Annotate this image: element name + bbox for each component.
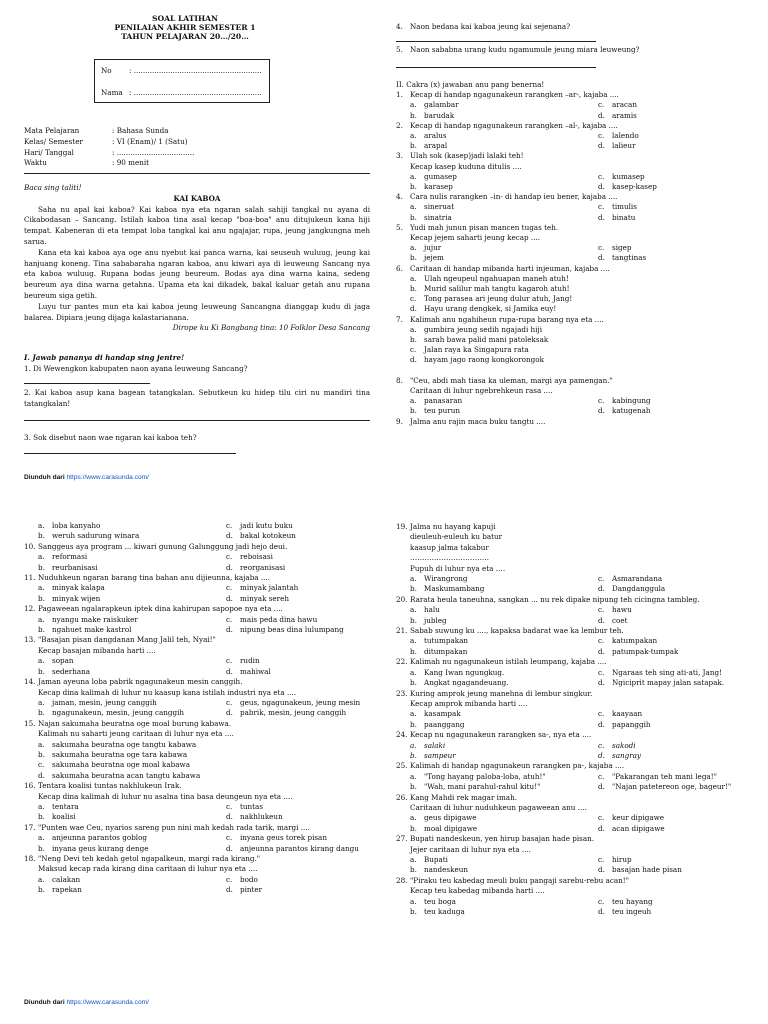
subject-info	[24, 126, 364, 169]
exam-title-1: SOAL LATIHAN	[151, 14, 218, 23]
mc-question: 24. Kecap nu ngagunakeun rarangken sa-, nya eta ....	[396, 730, 592, 740]
reading-title: KAI KABOA	[173, 193, 221, 203]
mc-options: b. inyana geus kurang denge d. anjeunna parantos kirang dangu	[38, 843, 359, 853]
mc-question-line: Kecap dina kalimah di luhur nu asalna tina basa deungeun nya eta ....	[38, 791, 293, 801]
mc-options: a. Bupati c. hirup	[410, 855, 632, 864]
mc-question-line: Jejer caritaan di luhur nya eta ....	[410, 844, 531, 854]
mc-option[interactable]: d. hayam jago raong kongkorongok	[410, 355, 544, 365]
mc-options: b. Maskumambang d. Dangdanggula	[410, 584, 666, 594]
mc-question: 23. Kuring amprok jeung manehna di lembur singkur.	[396, 688, 593, 698]
multiple-choice-bottom-right	[396, 522, 746, 917]
mc-question: 7. Kalimah anu ngahiheun rupa-rupa barang nya eta ....	[396, 314, 604, 324]
mc-question: 8. "Ceu, abdi mah tiasa ka uleman, margi aya pamengan."	[396, 375, 613, 385]
mc-options: a. jaman, mesin, jeung canggih c. geus, ngagunakeun, jeung mesin	[38, 697, 361, 707]
mc-options: b. ditumpakan d. patumpak-tumpak	[410, 646, 679, 656]
no-label: No	[101, 66, 112, 75]
essay-question: 4. Naon bedana kai kaboa jeung kai sejenana?	[396, 22, 571, 31]
mc-option[interactable]: c. Tong parasea ari jeung dulur atuh, Jang!	[410, 294, 573, 304]
mc-question-line: Maksud kecap rada kirang dina caritaan di luhur nya eta ....	[38, 864, 258, 874]
mc-options: b. teu kaduga d. teu ingeuh	[410, 907, 652, 917]
essay-question-3	[24, 433, 370, 444]
essay-question: 5. Naon sababna urang kudu ngamumule jeung miara leuweung?	[396, 45, 640, 54]
identity-box	[94, 59, 270, 103]
mc-options: a. anjeunna parantos goblog c. inyana geus torek pisan	[38, 833, 327, 843]
mc-options: a. Wirangrong c. Asmarandana	[410, 574, 663, 584]
download-source: Diunduh dari https://www.carasunda.com/	[24, 474, 149, 481]
mc-option[interactable]: d. sakumaha beuratna acan tangtu kabawa	[38, 770, 201, 780]
mc-question-line: Kecap dina kalimah di luhur nu kaasup kana istilah industri nya eta ....	[38, 687, 297, 697]
mc-question: 4. Cara nulis rarangken –in- di handap ieu bener, kajaba ....	[396, 192, 618, 202]
mc-question: 6. Caritaan di handap mibanda harti injeuman, kajaba ....	[396, 263, 610, 273]
divider	[24, 173, 370, 174]
essay-question: 2. Kai kaboa asup kana bagean tatangkalan. Sebutkeun ku hidep tilu ciri nu mandiri tina tatangkalan!	[24, 388, 370, 408]
mc-options: a. panasaran c. kabingung	[410, 396, 651, 406]
mc-options: a. Kang Iwan ngungkug. c. Ngaraas teh sing ati-ati, Jang!	[410, 667, 722, 677]
mc-question: 13. "Basajan pisan dangdanan Mang Jalil teh, Nyai!"	[24, 635, 216, 645]
mc-options: a. jujur c. sigep	[410, 243, 632, 253]
mc-question-line: Caritaan di luhur nuduhkeun pagaweean anu ....	[410, 802, 587, 812]
mc-options: a. tentara c. tuntas	[38, 801, 264, 811]
mc-options: b. minyak wijen d. minyak sereh	[38, 593, 289, 603]
reading-source: Dirope ku Ki Bangbang tina: 10 Folklor Desa Sancang	[172, 323, 370, 333]
mc-options: b. jejem d. tangtinas	[410, 253, 647, 263]
mc-options: b. arapal d. lalieur	[410, 141, 636, 151]
mc-options: a. aralus c. lalendo	[410, 131, 639, 141]
reading-paragraph: Saha nu apal kai kaboa? Kai kaboa nya eta ngaran salah sahiji tangkal nu ayana di Cikabodasan – Sancang. Istilah kaboa tina asal kecap "boa-boa" anu ditujukeun kana hiji tempat. Kabeneran di eta tempat loba tangkal kai anu ngajajar, rupa, jeung jangkungna meh sarua.	[24, 204, 370, 246]
essay-question: 1. Di Wewengkon kabupaten naon ayana leuweung Sancang?	[24, 363, 248, 373]
essay-section	[24, 353, 370, 375]
poem-line: ……………………………	[410, 553, 490, 563]
mc-question: 11. Nuduhkeun ngaran barang tina bahan anu dijieunna, kajaba ....	[24, 573, 271, 583]
mc-options: b. ngahuet make kastrol d. nipung beas dina lulumpang	[38, 625, 344, 635]
mc-question-line: Kecap jejem saharti jeung kecap ....	[410, 233, 541, 243]
reading-instruction: Baca sing taliti!	[24, 183, 82, 192]
mc-question-line: Pupuh di luhur nya eta ….	[410, 563, 506, 573]
section-heading: I. Jawab pananya di handap sing jentre!	[24, 353, 185, 362]
poem-line: dieuleuh-euleuh ku batur	[410, 532, 503, 542]
mc-options: a. teu boga c. teu hayang	[410, 896, 653, 906]
mc-options: b. barudak d. aramis	[410, 110, 637, 120]
essay-question-2	[24, 388, 370, 410]
info-row: Mata Pelajaran : Bahasa Sunda	[24, 126, 169, 135]
mc-options: a. minyak kalapa c. minyak jalantah	[38, 583, 299, 593]
info-row: Hari/ Tanggal : ..................................	[24, 147, 195, 157]
mc-question-line: Kecap kasep kuduna ditulis ....	[410, 161, 522, 171]
answer-line[interactable]	[396, 41, 596, 42]
reading-paragraph: Luyu tur pantes mun eta kai kaboa jeung leuweung Sancangna dianggap kudu di jaga balarea. Dipiara jeung dijaga kalastarianana.	[24, 301, 370, 322]
nama-field[interactable]: : ........................................................	[129, 88, 262, 97]
mc-options: a. loba kanyaho c. jadi kutu buku	[38, 521, 293, 530]
reading-paragraph: Kana eta kai kaboa aya oge anu nyebut kai panca warna, kai seuseuh wuluug, jeung kai hanjuang koneng. Tina sababaraha ngaran kaboa, anu kiwari aya di leuweung Sancang nya eta kaboa wuluug. Rupana bodas jeung beureum. Bodas aya dina warna kaina, sedeng beureum aya dina warna getahna. Upama eta kai dikadek, bakal kaluar getah anu rupana beureum siga getih.	[24, 247, 370, 300]
mc-options: b. jubleg d. coet	[410, 615, 628, 625]
mc-option[interactable]: c. sakumaha beuratna oge moal kabawa	[38, 760, 190, 770]
source-link[interactable]: https://www.carasunda.com/	[66, 474, 149, 481]
right-q5	[396, 45, 746, 56]
answer-line[interactable]	[24, 383, 150, 384]
mc-options: b. reurbanisasi d. reorganisasi	[38, 562, 286, 572]
multiple-choice-bottom-left	[24, 521, 374, 896]
nama-label: Nama	[101, 88, 123, 97]
mc-options: a. reformasi c. reboisasi	[38, 552, 273, 562]
mc-question-line: Kecap teu kabedag mibanda harti ....	[410, 886, 545, 896]
mc-options: a. galambar c. aracan	[410, 100, 637, 110]
mc-option[interactable]: a. gumbira jeung sedih ngajadi hiji	[410, 324, 543, 334]
mc-options: b. teu purun d. katugenah	[410, 406, 651, 416]
mc-options: a. sopan c. rudin	[38, 656, 260, 666]
mc-options: b. weruh sadurung winara d. bakal kotokeun	[38, 531, 296, 541]
mc-option[interactable]: d. Hayu urang dengkek, si Jamika euy!	[410, 304, 557, 314]
mc-question-line: Kecap amprok mibanda harti ....	[410, 698, 528, 708]
poem-line: kaasup jalma takabur	[410, 542, 489, 552]
mc-options: b. karasep d. kasep-kasep	[410, 182, 657, 192]
mc-option[interactable]: b. sarah bawa palid mani patoleksak	[410, 335, 549, 345]
info-row: Waktu : 90 menit	[24, 158, 150, 168]
mc-question: 2. Kecap di handap ngagunakeun rarangken –al-, kajaba ....	[396, 120, 618, 130]
mc-options: a. tutumpakan c. katumpakan	[410, 636, 658, 646]
mc-question-line: Kalimah nu saharti jeung caritaan di luhur nya eta ....	[38, 729, 234, 739]
mc-options: b. nandeskeun d. basajan hade pisan	[410, 865, 682, 875]
mc-question: 20. Rarata heula taneuhna, sangkan ... nu rek dipake nipung teh cicingna tambleg.	[396, 594, 700, 604]
mc-question-line: Caritaan di luhur ngebrehkeun rasa ....	[410, 385, 553, 395]
mc-question: 21. Sabab suwung ku ...., kapaksa badarat wae ka lembur teh.	[396, 626, 624, 636]
mc-question: 1. Kecap di handap ngagunakeun rarangken –ar-, kajaba ....	[396, 90, 619, 100]
mc-question-line: Kecap basajan mibanda harti ....	[38, 645, 156, 655]
mc-options: a. sineruat c. timulis	[410, 202, 637, 212]
mc-question: 17. "Punten wae Ceu, nyarios sareng pun nini mah kedah rada tarik, margi ....	[24, 822, 310, 832]
mc-options: a. "Tong hayang paloba-loba, atuh!" c. "Pakarangan teh mani lega!"	[410, 771, 717, 781]
mc-options: b. Angkat ngagandeuang. d. Ngiciprit mapay jalan satapak.	[410, 678, 725, 688]
exam-title-3: TAHUN PELAJARAN 20…/20…	[121, 32, 249, 41]
answer-line[interactable]	[24, 453, 236, 454]
essay-question: 3. Sok disebut naon wae ngaran kai kaboa teh?	[24, 433, 197, 442]
no-field[interactable]: : ........................................................	[129, 66, 262, 75]
mc-options: b. sinatria d. binatu	[410, 212, 636, 222]
info-row: Kelas/ Semester : VI (Enam)/ 1 (Satu)	[24, 136, 188, 146]
mc-question: 16. Tentara koalisi tuntas nakhlukeun Irak.	[24, 781, 182, 791]
mc-option[interactable]: b. Murid salilur mah tangtu kagaroh atuh!	[410, 284, 570, 294]
mc-question: 9. Jalma anu rajin maca buku tangtu ....	[396, 416, 546, 426]
section-heading: II. Cakra (x) jawaban anu pang benerna!	[396, 80, 545, 89]
mc-options: b. sampeur d. sangray	[410, 750, 641, 760]
mc-question: 15. Najan sakumaha beuratna oge moal burung kabawa.	[24, 718, 232, 728]
mc-options: b. "Wah, mani parahul-rahul kitu!" d. "Najan patetereon oge, bageur!"	[410, 782, 732, 792]
mc-question: 10. Sanggeus aya program ... kiwari gunung Galunggung jadi hejo deui.	[24, 541, 288, 551]
exam-header	[60, 14, 310, 41]
answer-line[interactable]	[396, 67, 596, 68]
mc-option[interactable]: b. sakumaha beuratna oge tara kabawa	[38, 749, 188, 759]
mc-question: 12. Pagaweean ngalarapkeun iptek dina kahirupan sapopoe nya eta ....	[24, 604, 283, 614]
mc-option[interactable]: a. Ulah ngeupeul ngahuapan maneh atuh!	[410, 273, 569, 283]
mc-question: 28. "Piraku teu kabedag meuli buku pangaji sarebu-rebu acan!"	[396, 875, 629, 885]
mc-options: a. halu c. hawu	[410, 605, 632, 615]
source-link[interactable]: https://www.carasunda.com/	[66, 999, 149, 1006]
mc-question: 22. Kalimah nu ngagunakeun istilah leumpang, kajaba ....	[396, 657, 607, 667]
mc-options: a. calakan c. bodo	[38, 874, 258, 884]
mc-options: b. sederhana d. mahiwal	[38, 666, 271, 676]
mc-question: 19. Jalma nu hayang kapuji	[396, 522, 496, 531]
mc-options: a. geus dipigawe c. keur dipigawe	[410, 813, 665, 823]
mc-options: b. rapekan d. pinter	[38, 885, 263, 895]
mc-option[interactable]: a. sakumaha beuratna oge tangtu kabawa	[38, 739, 197, 749]
mc-options: b. moal dipigawe d. acan dipigawe	[410, 823, 665, 833]
mc-question: 14. Jaman ayeuna loba pabrik ngagunakeun mesin canggih.	[24, 677, 243, 687]
multiple-choice-right-top	[396, 80, 746, 427]
mc-options: a. gumasep c. kumasep	[410, 171, 645, 181]
mc-options: b. koalisi d. nakhlukeun	[38, 812, 283, 822]
mc-question: 26. Kang Mahdi rek magar imah.	[396, 792, 517, 802]
mc-question: 18. "Neng Devi teh kedah getol ngapalkeun, margi rada kirang."	[24, 854, 261, 863]
mc-options: b. paanggang d. papanggih	[410, 719, 651, 729]
mc-options: a. kasampak c. kaayaan	[410, 709, 643, 719]
right-top-questions	[396, 22, 746, 33]
mc-options: a. salaki c. sakodi	[410, 740, 636, 750]
answer-line[interactable]	[24, 420, 370, 421]
mc-option[interactable]: c. Jalan raya ka Singapura rata	[410, 345, 529, 355]
exam-title-2: PENILAIAN AKHIR SEMESTER 1	[114, 23, 256, 32]
mc-question: 25. Kalimah di handap ngagunakeun rarangken pa-, kajaba ....	[396, 761, 625, 771]
download-source-bottom: Diunduh dari https://www.carasunda.com/	[24, 999, 149, 1006]
mc-question: 27. Bupati nandeskeun, yen hirup basajan hade pisan.	[396, 834, 595, 844]
reading-passage	[24, 183, 370, 334]
mc-question: 5. Yudi mah junun pisan mancen tugas teh.	[396, 222, 559, 232]
mc-options: a. nyangu make raiskuker c. mais peda dina hawu	[38, 614, 318, 624]
mc-question: 3. Ulah sok (kasep)jadi lalaki teh!	[396, 151, 524, 161]
mc-options: b. ngagunakeun, mesin, jeung canggih d. pabrik, mesin, jeung canggih	[38, 708, 347, 718]
